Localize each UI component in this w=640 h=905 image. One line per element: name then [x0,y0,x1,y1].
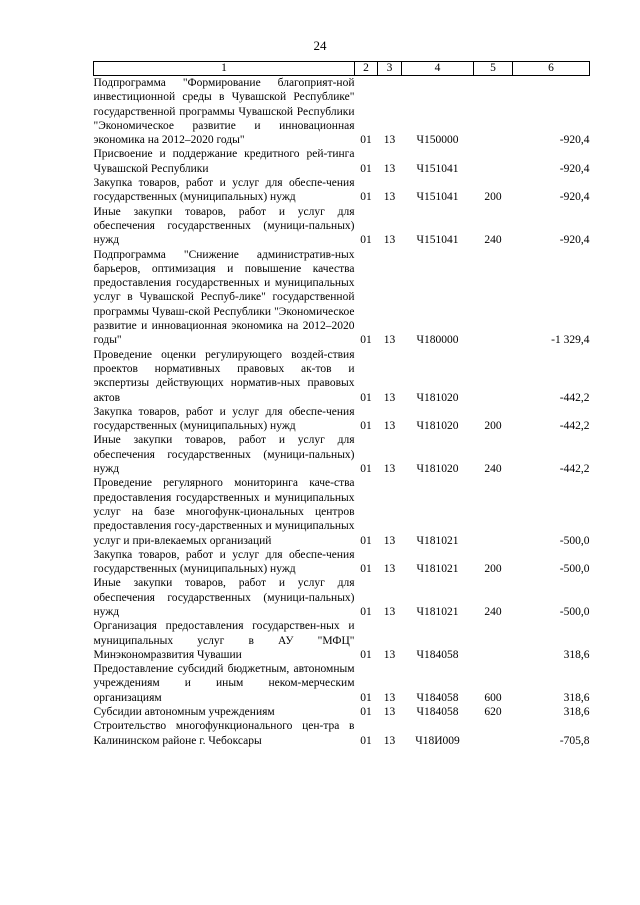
row-expense-type-cell [474,619,513,662]
row-amount-cell: -500,0 [559,605,590,618]
row-section-cell: 01 [360,234,372,247]
row-expense-type-cell: 200 [484,191,502,204]
row-section-cell: 01 [360,605,372,618]
row-expense-type-cell: 620 [484,706,502,719]
row-expense-type-cell: 600 [484,691,502,704]
row-amount-cell: -1 329,4 [551,334,590,347]
table-row [94,433,590,476]
table-row [94,205,590,248]
row-amount-cell: -920,4 [559,162,590,175]
row-name-cell: Иные закупки товаров, работ и услуг для обеспечения государственных (муници-пальных) нужд [93,577,355,618]
row-name-cell: Закупка товаров, работ и услуг для обеспе-чения государственных (муниципальных) нужд [93,405,355,433]
row-target-code-cell: Ч181020 [416,463,459,476]
header-col-3: 3 [378,62,402,76]
row-name-cell: Строительство многофункционального цен-тра в Калининском районе г. Чебоксары [93,720,355,747]
row-expense-type-cell [474,719,513,748]
row-name-cell: Закупка товаров, работ и услуг для обеспе-чения государственных (муниципальных) нужд [93,548,355,576]
row-amount-cell: -920,4 [559,191,590,204]
row-subsection-cell: 13 [383,234,396,247]
row-expense-type-cell [474,348,513,405]
row-name-cell: Иные закупки товаров, работ и услуг для обеспечения государственных (муници-пальных) нужд [93,205,355,247]
row-amount-cell: -442,2 [559,391,590,404]
row-name-cell: Присвоение и поддержание кредитного рей-тинга Чувашской Республики [93,148,355,175]
table-row [94,576,590,619]
row-section-cell: 01 [360,391,372,404]
row-section-cell: 01 [360,420,372,433]
row-amount-cell: -705,8 [559,734,590,747]
row-expense-type-cell: 240 [484,234,502,247]
row-amount-cell: 318,6 [563,648,590,661]
table-row [94,147,590,176]
table-row [94,719,590,748]
row-target-code-cell: Ч184058 [416,706,459,719]
row-section-cell: 01 [360,334,372,347]
row-subsection-cell: 13 [383,563,396,576]
row-subsection-cell: 13 [383,605,396,618]
row-name-cell: Закупка товаров, работ и услуг для обеспе-чения государственных (муниципальных) нужд [93,177,355,204]
row-amount-cell: -920,4 [559,234,590,247]
row-subsection-cell: 13 [383,734,396,747]
budget-table [93,61,590,748]
row-section-cell: 01 [360,463,372,476]
row-name-cell: Подпрограмма "Снижение административ-ных барьеров, оптимизация и повышение качества предоставления государственных и муниципальных услуг в Чувашской Респуб-лике" государственной программы Чуваш-ской Республики "Экономическое развитие и инновационная экономика на 2012–2020 годы" [93,248,355,347]
row-subsection-cell: 13 [383,691,396,704]
row-target-code-cell: Ч151041 [416,191,459,204]
header-col-5: 5 [474,62,513,76]
row-subsection-cell: 13 [383,391,396,404]
row-name-cell: Субсидии автономным учреждениям [93,706,275,719]
row-section-cell: 01 [360,734,372,747]
row-section-cell: 01 [360,134,372,147]
header-col-1: 1 [94,62,355,76]
row-subsection-cell: 13 [383,463,396,476]
row-amount-cell: -500,0 [559,563,590,576]
row-subsection-cell: 13 [383,420,396,433]
table-row [94,548,590,577]
row-target-code-cell: Ч150000 [416,134,459,147]
row-name-cell: Предоставление субсидий бюджетным, автономным учреждениям и иным неком-мерческим организациям [93,663,355,704]
header-col-4: 4 [402,62,474,76]
row-expense-type-cell: 240 [484,463,502,476]
table-row [94,705,590,719]
row-name-cell: Проведение оценки регулирующего воздей-ствия проектов нормативных правовых ак-тов и экспертизы действующих норматив-ных правовых актов [93,348,355,404]
row-name-cell: Проведение регулярного мониторинга каче-ства предоставления государственных и муниципальных услуг на базе многофунк-циональных центров предоставления госу-дарственных и муниципальных услуг и при-влекаемых организаций [93,477,355,547]
table-row [94,662,590,705]
row-target-code-cell: Ч184058 [416,648,459,661]
header-row [94,62,590,76]
row-section-cell: 01 [360,191,372,204]
row-expense-type-cell: 200 [484,563,502,576]
row-section-cell: 01 [360,563,372,576]
row-target-code-cell: Ч151041 [416,234,459,247]
table-row [94,76,590,148]
row-amount-cell: 318,6 [563,706,590,719]
row-target-code-cell: Ч18И009 [415,734,460,747]
row-target-code-cell: Ч181021 [416,534,459,547]
table-row [94,476,590,547]
row-subsection-cell: 13 [383,134,396,147]
row-target-code-cell: Ч151041 [416,162,459,175]
row-expense-type-cell: 240 [484,605,502,618]
row-section-cell: 01 [360,162,372,175]
row-target-code-cell: Ч181020 [416,391,459,404]
row-section-cell: 01 [360,706,372,719]
table-row [94,348,590,405]
row-expense-type-cell [474,248,513,348]
row-section-cell: 01 [360,534,372,547]
row-name-cell: Организация предоставления государствен-ных и муниципальных услуг в АУ "МФЦ" Минэкономразвития Чувашии [93,620,355,661]
row-expense-type-cell: 200 [484,420,502,433]
row-amount-cell: -442,2 [559,463,590,476]
row-expense-type-cell [474,147,513,176]
header-col-6: 6 [513,62,590,76]
row-name-cell: Подпрограмма "Формирование благоприят-ной инвестиционной среды в Чувашской Республике" государственной программы Чувашской Республики "Экономическое развитие и инновационная экономика на 2012–2020 годы" [93,77,355,147]
row-section-cell: 01 [360,691,372,704]
row-amount-cell: -920,4 [559,134,590,147]
row-subsection-cell: 13 [383,191,396,204]
row-subsection-cell: 13 [383,334,396,347]
row-expense-type-cell [474,476,513,547]
page-number: 24 [313,38,327,53]
table-row [94,619,590,662]
row-section-cell: 01 [360,648,372,661]
row-amount-cell: -500,0 [559,534,590,547]
row-subsection-cell: 13 [383,648,396,661]
row-target-code-cell: Ч181020 [416,420,459,433]
row-amount-cell: 318,6 [563,691,590,704]
row-name-cell: Иные закупки товаров, работ и услуг для обеспечения государственных (муници-пальных) нужд [93,434,355,476]
row-subsection-cell: 13 [383,534,396,547]
row-subsection-cell: 13 [383,706,396,719]
row-amount-cell: -442,2 [559,420,590,433]
table-row [94,405,590,434]
row-subsection-cell: 13 [383,162,396,175]
header-col-2: 2 [355,62,378,76]
row-target-code-cell: Ч184058 [416,691,459,704]
row-target-code-cell: Ч181021 [416,563,459,576]
table-row [94,176,590,205]
row-target-code-cell: Ч181021 [416,605,459,618]
row-expense-type-cell [474,76,513,148]
row-target-code-cell: Ч180000 [416,334,459,347]
table-row [94,248,590,348]
